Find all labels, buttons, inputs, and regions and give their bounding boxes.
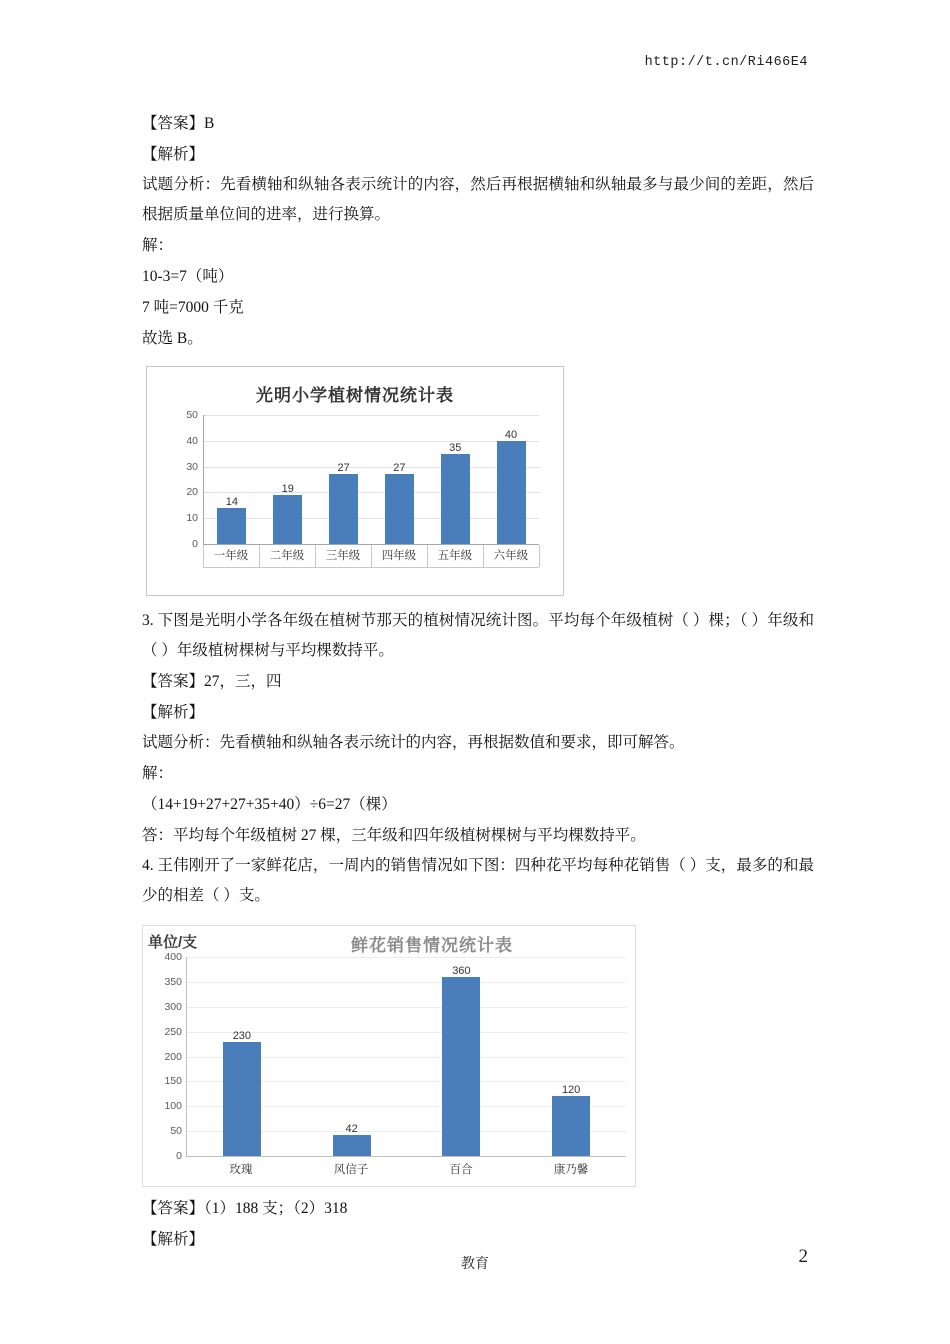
bar	[223, 1042, 261, 1156]
chart-unit-label: 单位/支	[148, 934, 198, 951]
x-tick-label: 四年级	[381, 550, 417, 562]
y-tick-label: 0	[176, 1150, 182, 1162]
footer-text: 教育	[461, 1257, 489, 1272]
x-tick-label: 一年级	[213, 550, 249, 562]
bar-column	[407, 957, 517, 1156]
solve-label-1: 解：	[142, 237, 174, 254]
x-tick-label: 五年级	[437, 550, 473, 562]
x-tick-label: 风信子	[333, 1164, 369, 1176]
page-number: 2	[798, 1246, 808, 1267]
bar-value-label: 27	[393, 462, 406, 475]
bar-column	[483, 415, 539, 544]
answer-b-line: 【答案】B	[142, 115, 215, 132]
y-tick-label: 300	[164, 1000, 182, 1013]
bar-column	[297, 957, 407, 1156]
bar	[552, 1096, 590, 1156]
bar-column	[372, 415, 428, 544]
y-tick-label: 50	[170, 1125, 182, 1138]
x-tick-label: 玫瑰	[229, 1164, 253, 1176]
bar-series	[187, 957, 626, 1156]
calc-line-3: （14+19+27+27+35+40）÷6=27（棵）	[142, 796, 397, 813]
conclusion-1: 故选 B。	[142, 330, 203, 347]
x-tick-label: 康乃馨	[553, 1164, 589, 1176]
x-tick-label: 六年级	[493, 550, 529, 562]
bar-value-label: 27	[337, 462, 350, 475]
chart-title: 鲜花销售情况统计表	[351, 936, 513, 955]
question-3: 3. 下图是光明小学各年级在植树节那天的植树情况统计图。平均每个年级植树（ ）棵；（ ）年级和（ ）年级植树棵树与平均棵数持平。	[142, 612, 814, 659]
calc-line-1: 10-3=7（吨）	[142, 268, 234, 285]
y-tick-label: 10	[186, 512, 198, 525]
document-content	[142, 108, 814, 1255]
y-tick-label: 50	[186, 409, 198, 421]
y-tick-label: 200	[164, 1050, 182, 1063]
y-tick-label: 250	[164, 1025, 182, 1038]
answer-4: 【答案】（1）188 支；（2）318	[142, 1200, 348, 1217]
x-tick-label: 二年级	[269, 550, 305, 562]
bar	[333, 1135, 371, 1156]
answer-line-3: 答：平均每个年级植树 27 棵，三年级和四年级植树棵树与平均棵数持平。	[142, 827, 646, 844]
analysis-text-1: 试题分析：先看横轴和纵轴各表示统计的内容，然后再根据横轴和纵轴最多与最少间的差距，然后根据质量单位间的进率，进行换算。	[142, 176, 814, 223]
bar-series	[204, 415, 539, 544]
x-tick-label: 三年级	[325, 550, 361, 562]
bar	[441, 454, 470, 544]
analysis-text-3: 试题分析：先看横轴和纵轴各表示统计的内容，再根据数值和要求，即可解答。	[142, 734, 685, 751]
chart-plot-area	[164, 951, 626, 1162]
bar-column	[204, 415, 260, 544]
calc-line-2: 7 吨=7000 千克	[142, 299, 244, 316]
bar	[329, 474, 358, 544]
bar-value-label: 35	[449, 441, 462, 454]
bar-column	[187, 957, 297, 1156]
y-tick-label: 30	[186, 460, 198, 473]
chart-title: 光明小学植树情况统计表	[256, 386, 454, 405]
x-tick-label: 百合	[449, 1164, 473, 1176]
answer-3: 【答案】27，三，四	[142, 673, 282, 690]
y-tick-label: 150	[164, 1075, 182, 1088]
y-tick-label: 40	[186, 434, 198, 447]
y-tick-label: 0	[192, 538, 198, 550]
bar	[217, 508, 246, 544]
solve-label-3: 解：	[142, 765, 174, 782]
question-4: 4. 王伟刚开了一家鲜花店，一周内的销售情况如下图：四种花平均每种花销售（ ）支，最多的和最少的相差（ ）支。	[142, 857, 814, 904]
bar-value-label: 230	[232, 1029, 252, 1042]
chart-plot-area	[186, 409, 539, 550]
chart-tree-planting	[146, 366, 564, 596]
y-tick-label: 400	[164, 951, 182, 963]
y-tick-label: 20	[186, 486, 198, 499]
bar-value-label: 120	[561, 1084, 581, 1097]
x-axis-labels	[203, 547, 539, 563]
bar-column	[316, 415, 372, 544]
analysis-label-3: 【解析】	[142, 704, 205, 721]
bar	[497, 441, 526, 544]
chart-flower-sales	[142, 925, 636, 1187]
bar-value-label: 19	[281, 482, 294, 495]
bar-value-label: 40	[504, 428, 518, 441]
x-axis-labels	[186, 1161, 626, 1177]
bar-column	[516, 957, 626, 1156]
url-stamp: http://t.cn/Ri466E4	[644, 55, 808, 70]
bar-value-label: 42	[345, 1123, 358, 1136]
bar-column	[260, 415, 316, 544]
analysis-label-4: 【解析】	[142, 1231, 205, 1248]
analysis-label-1: 【解析】	[142, 146, 205, 163]
y-tick-label: 100	[164, 1100, 182, 1113]
bar	[442, 977, 480, 1156]
bar	[385, 474, 414, 544]
bar-value-label: 360	[452, 964, 471, 977]
bar-column	[427, 415, 483, 544]
bar	[273, 495, 302, 544]
y-tick-label: 350	[164, 975, 182, 988]
bar-value-label: 14	[225, 495, 239, 508]
